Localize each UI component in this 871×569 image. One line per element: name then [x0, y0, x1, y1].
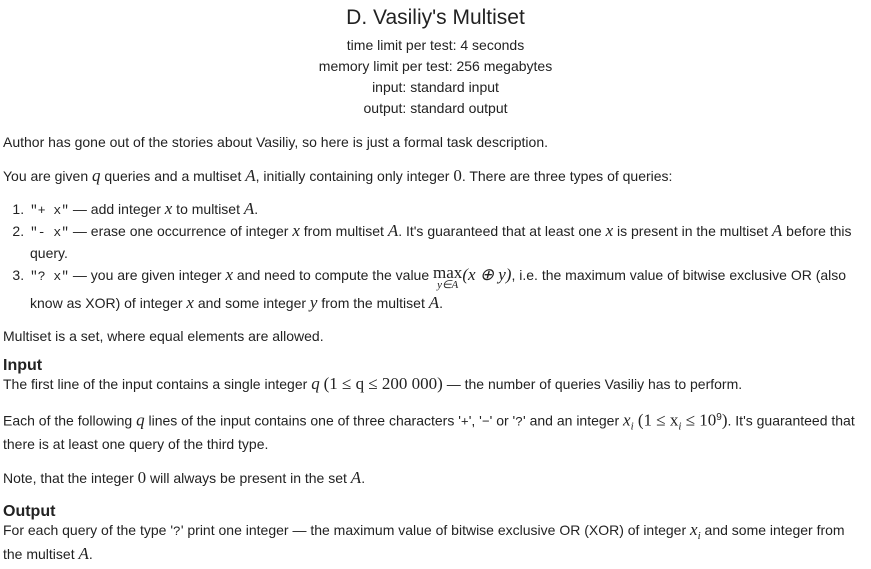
section-title-input: Input [3, 357, 43, 374]
statement-paragraph: You are given q queries and a multiset A, initially containing only integer 0. There are three types of queries: [3, 166, 673, 185]
problem-title: D. Vasiliy's Multiset [346, 6, 525, 29]
max-operator: max y∈A [433, 263, 463, 291]
input-paragraph: The first line of the input contains a single integer q (1 ≤ q ≤ 200 000) — the number of queries Vasiliy has to perform. [3, 374, 743, 393]
query-types-list [3, 199, 867, 315]
list-item: 2. "- x" — erase one occurrence of integer x from multiset A. It's guaranteed that at least one x is present in the multiset A before this query. [28, 221, 867, 263]
output-paragraph: For each query of the type '?' print one integer — the maximum value of bitwise exclusive OR (XOR) of integer $x_i$ and some integer from the multiset A. [3, 520, 845, 564]
statement-intro: Author has gone out of the stories about Vasiliy, so here is just a formal task description. [3, 134, 548, 150]
list-item: 1. "+ x" — add integer x to multiset A. [28, 199, 867, 221]
input-paragraph: Each of the following q lines of the input contains one of three characters '+', '−' or '?' and an integer $x_i$ $(1 \le x_i \le 10^9)$. It's guaranteed that there is at least one query of the third type. [3, 410, 855, 453]
list-item: 3. "? x" — you are given integer x and need to compute the value max y∈A (x ⊕ y), i.e. the maximum value of bitwise exclusive OR (also know as XOR) of integer x and some integer y from the multiset A. [28, 263, 867, 315]
problem-statement [0, 133, 871, 563]
output-spec: output: standard output [363, 100, 508, 116]
section-title-output: Output [3, 503, 56, 521]
input-paragraph: Note, that the integer 0 will always be present in the set A. [3, 468, 366, 488]
input-spec: input: standard input [372, 79, 499, 95]
time-limit: time limit per test: 4 seconds [346, 37, 525, 53]
output-section [3, 503, 867, 563]
problem-header [0, 0, 871, 119]
multiset-note: Multiset is a set, where equal elements are allowed. [3, 328, 324, 344]
input-section [3, 357, 867, 487]
memory-limit: memory limit per test: 256 megabytes [318, 58, 553, 74]
